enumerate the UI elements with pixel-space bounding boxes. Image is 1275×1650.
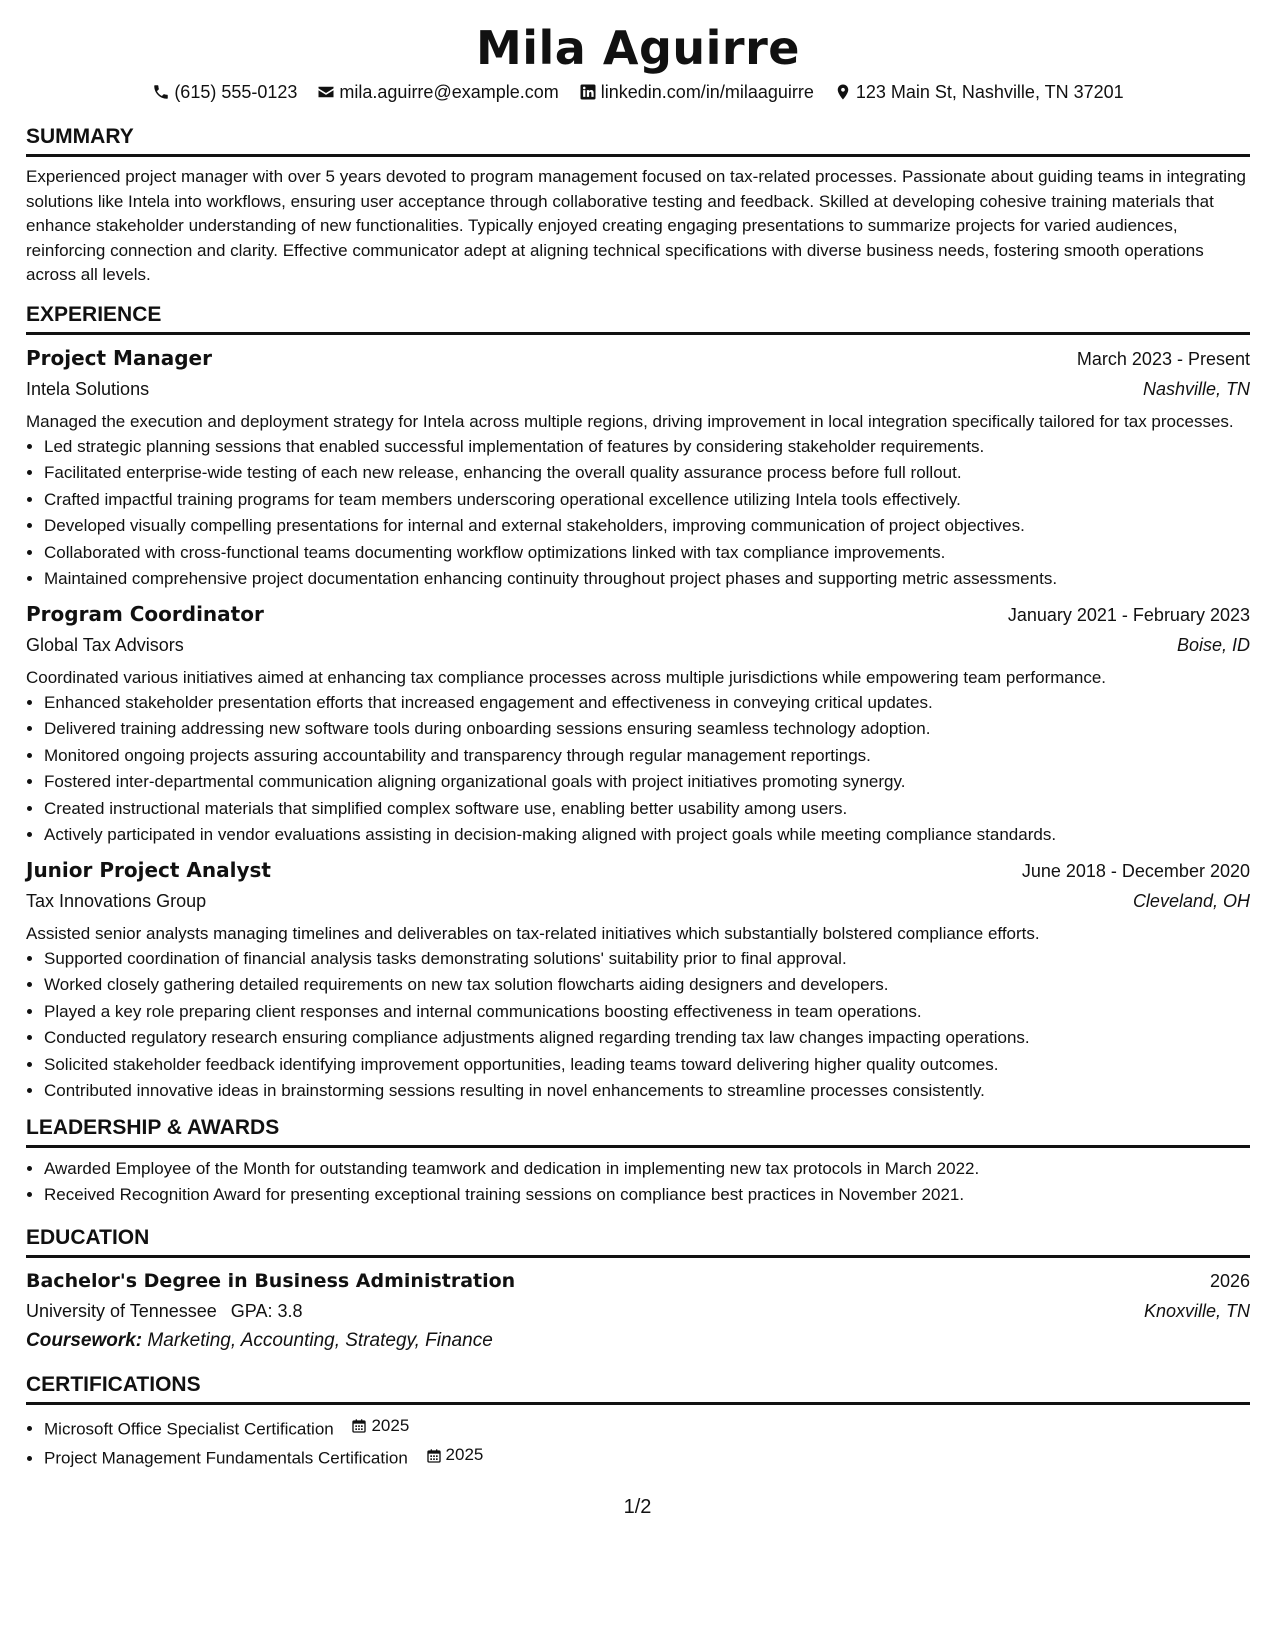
contact-email-text: mila.aguirre@example.com xyxy=(339,82,559,102)
map-pin-icon xyxy=(834,83,852,101)
coursework-label: Coursework: xyxy=(26,1329,143,1351)
contact-email[interactable] xyxy=(317,80,558,104)
job-description: Coordinated various initiatives aimed at enhancing tax compliance processes across multiple jurisdictions while empowering team performance. xyxy=(26,667,1107,687)
list-item: • Monitored ongoing projects assuring accountability and transparency through regular management reportings. xyxy=(44,743,1250,770)
section-divider xyxy=(26,1145,1250,1148)
resume-page xyxy=(26,18,1250,1472)
list-item: • Contributed innovative ideas in brainstorming sessions resulting in novel enhancements to streamline processes consistently. xyxy=(44,1078,1250,1105)
section-divider xyxy=(26,332,1250,335)
leadership-section xyxy=(26,1115,1250,1209)
job-company: Intela Solutions xyxy=(26,378,150,399)
calendar-icon xyxy=(425,1447,443,1465)
list-item: • Led strategic planning sessions that enabled successful implementation of features by considering stakeholder requirements. xyxy=(44,434,1250,461)
certification-name: Project Management Fundamentals Certification xyxy=(44,1448,408,1468)
section-divider xyxy=(26,1255,1250,1258)
degree-year: 2026 xyxy=(1209,1270,1250,1291)
contact-linkedin-text: linkedin.com/in/milaaguirre xyxy=(600,82,814,102)
job-bullets xyxy=(26,434,1250,593)
section-title-education: EDUCATION xyxy=(26,1225,150,1249)
certification-name: Microsoft Office Specialist Certification xyxy=(44,1418,334,1438)
list-item: • Worked closely gathering detailed requirements on new tax solution flowcharts aiding designers and developers. xyxy=(44,972,1250,999)
list-item: • Received Recognition Award for presenting exceptional training sessions on compliance best practices in November 2021. xyxy=(44,1182,1250,1209)
certifications-section xyxy=(26,1372,1250,1473)
summary-text: Experienced project manager with over 5 years devoted to program management focused on tax-related processes. Passionate about guiding teams in integrating solutions like Intela into workflows, ensuring user acceptance through collaborative testing and feedback. Skilled at developing cohesive training materials that enhance stakeholder understanding of new functionalities. Typically enjoyed creating engaging presentations to summarize projects for varied audiences, reinforcing connection and clarity. Effective communicator adept at aligning technical specifications with diverse business needs, fostering smooth operations across all levels. xyxy=(26,167,1246,284)
contact-bar xyxy=(26,80,1250,104)
candidate-name: Mila Aguirre xyxy=(476,21,800,75)
job-location: Cleveland, OH xyxy=(1132,890,1250,911)
school-line xyxy=(26,1296,302,1326)
certification-year: 2025 xyxy=(371,1415,410,1435)
list-item: • Developed visually compelling presentations for internal and external stakeholders, improving communication of project objectives. xyxy=(44,513,1250,540)
page-number: 1/2 xyxy=(623,1496,652,1518)
section-title-summary: SUMMARY xyxy=(26,125,134,148)
list-item: • Awarded Employee of the Month for outstanding teamwork and dedication in implementing new tax protocols in March 2022. xyxy=(44,1156,1250,1183)
coursework-list: Marketing, Accounting, Strategy, Finance xyxy=(147,1329,493,1351)
section-title-leadership: LEADERSHIP & AWARDS xyxy=(26,1115,280,1139)
list-item xyxy=(44,1442,1250,1472)
list-item: • Supported coordination of financial analysis tasks demonstrating solutions' suitability prior to final approval. xyxy=(44,946,1250,973)
experience-section xyxy=(26,302,1250,1105)
certification-date xyxy=(350,1413,409,1440)
contact-phone xyxy=(152,80,297,104)
gpa: GPA: 3.8 xyxy=(230,1300,303,1321)
calendar-icon xyxy=(350,1417,368,1435)
job-title: Project Manager xyxy=(26,345,212,370)
list-item xyxy=(44,1413,1250,1443)
summary-section xyxy=(26,124,1250,288)
coursework xyxy=(26,1326,1250,1356)
section-divider xyxy=(26,154,1250,157)
job-location: Nashville, TN xyxy=(1142,378,1250,399)
job-dates: June 2018 - December 2020 xyxy=(1021,860,1250,881)
contact-address xyxy=(834,80,1124,104)
list-item: • Delivered training addressing new software tools during onboarding sessions ensuring seamless technology adoption. xyxy=(44,716,1250,743)
phone-icon xyxy=(152,83,170,101)
certification-year: 2025 xyxy=(445,1445,484,1465)
list-item: • Actively participated in vendor evaluations assisting in decision-making aligned with project goals while meeting compliance standards. xyxy=(44,822,1250,849)
school-name: University of Tennessee xyxy=(26,1300,217,1321)
job-description: Managed the execution and deployment strategy for Intela across multiple regions, driving improvement in local integration specifically tailored for tax processes. xyxy=(26,411,1234,431)
education-section xyxy=(26,1225,1250,1356)
award-list xyxy=(26,1156,1250,1209)
job-dates: January 2021 - February 2023 xyxy=(1007,604,1250,625)
certification-date xyxy=(425,1442,484,1469)
job-company: Global Tax Advisors xyxy=(26,634,184,655)
list-item: • Solicited stakeholder feedback identifying improvement opportunities, leading teams toward delivering higher quality outcomes. xyxy=(44,1052,1250,1079)
job-location: Boise, ID xyxy=(1176,634,1250,655)
list-item: • Crafted impactful training programs for team members underscoring operational excellence utilizing Intela tools effectively. xyxy=(44,487,1250,514)
list-item: • Fostered inter-departmental communication aligning organizational goals with project initiatives promoting synergy. xyxy=(44,769,1250,796)
contact-address-text: 123 Main St, Nashville, TN 37201 xyxy=(855,82,1124,102)
job-dates: March 2023 - Present xyxy=(1076,348,1250,369)
section-title-certifications: CERTIFICATIONS xyxy=(26,1372,201,1396)
list-item: • Created instructional materials that simplified complex software use, enabling better usability among users. xyxy=(44,796,1250,823)
job-entry xyxy=(26,599,1250,849)
contact-phone-text: (615) 555-0123 xyxy=(174,82,298,102)
list-item: • Facilitated enterprise-wide testing of each new release, enhancing the overall quality assurance process before full rollout. xyxy=(44,460,1250,487)
list-item: • Played a key role preparing client responses and internal communications boosting effectiveness in team operations. xyxy=(44,999,1250,1026)
section-title-experience: EXPERIENCE xyxy=(26,302,162,326)
section-divider xyxy=(26,1402,1250,1405)
job-entry xyxy=(26,343,1250,593)
job-title: Junior Project Analyst xyxy=(26,857,271,882)
list-item: • Collaborated with cross-functional teams documenting workflow optimizations linked with tax compliance improvements. xyxy=(44,540,1250,567)
job-description: Assisted senior analysts managing timelines and deliverables on tax-related initiatives which substantially bolstered compliance efforts. xyxy=(26,923,1040,943)
school-location: Knoxville, TN xyxy=(1143,1300,1250,1321)
list-item: • Maintained comprehensive project documentation enhancing continuity throughout project phases and supporting metric assessments. xyxy=(44,566,1250,593)
job-bullets xyxy=(26,946,1250,1105)
list-item: • Conducted regulatory research ensuring compliance adjustments aligned regarding trending tax law changes impacting operations. xyxy=(44,1025,1250,1052)
job-entry xyxy=(26,855,1250,1105)
job-bullets xyxy=(26,690,1250,849)
linkedin-icon xyxy=(579,83,597,101)
job-title: Program Coordinator xyxy=(26,601,264,626)
certification-list xyxy=(26,1413,1250,1473)
list-item: • Enhanced stakeholder presentation efforts that increased engagement and effectiveness in conveying critical updates. xyxy=(44,690,1250,717)
degree-name: Bachelor's Degree in Business Administration xyxy=(26,1269,516,1292)
contact-linkedin[interactable] xyxy=(579,80,814,104)
job-company: Tax Innovations Group xyxy=(26,890,207,911)
envelope-icon xyxy=(317,83,335,101)
